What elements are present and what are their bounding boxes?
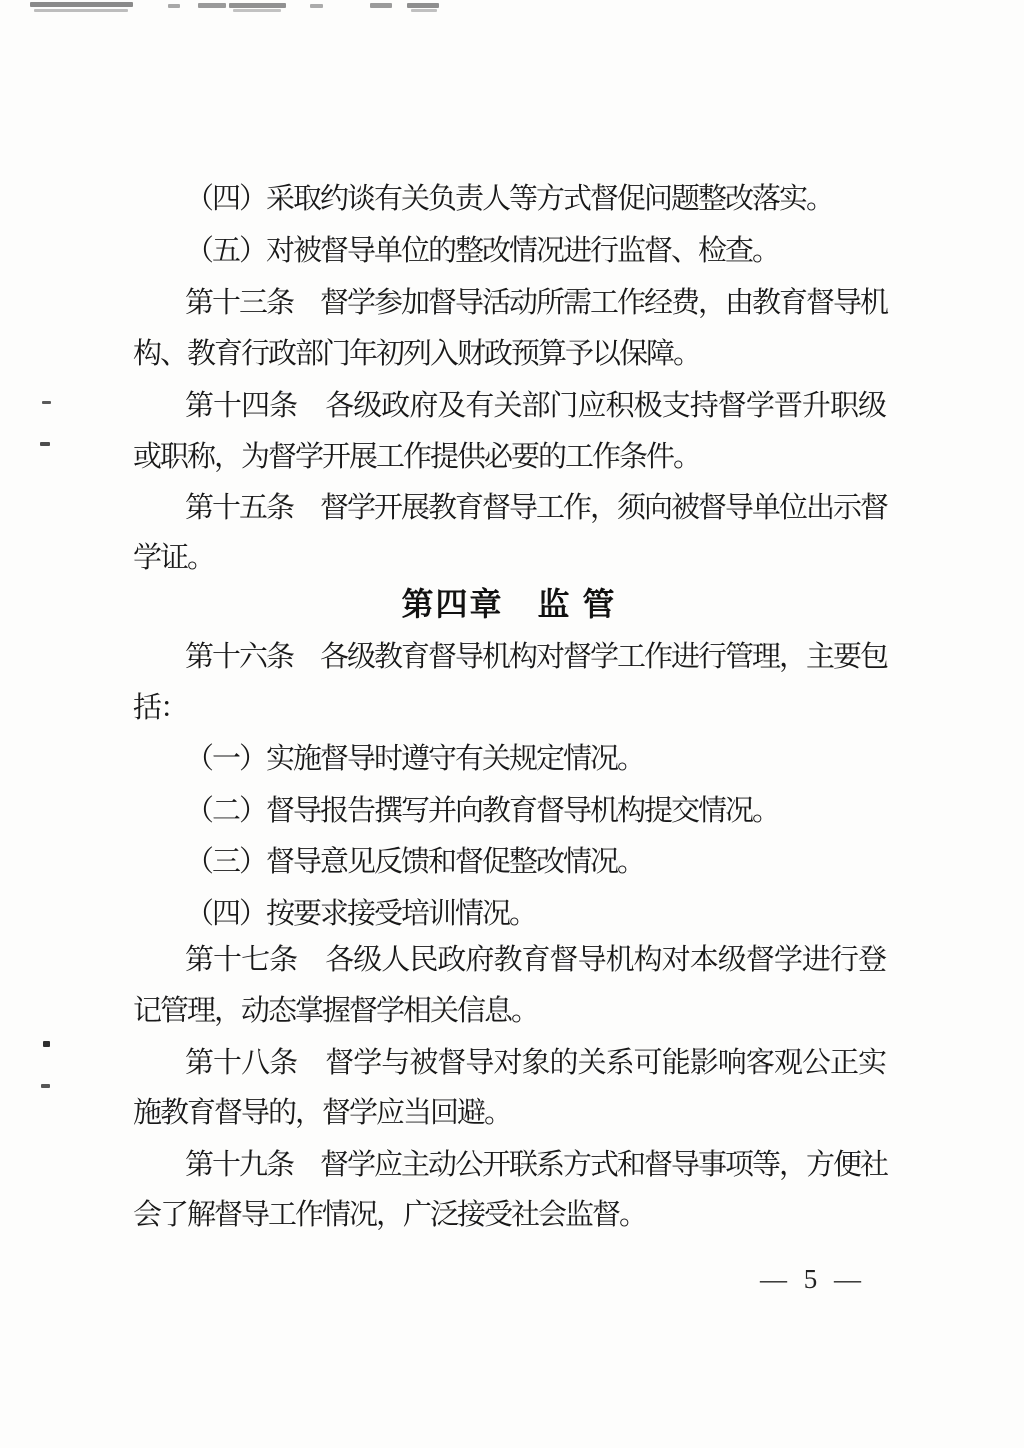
body-line-article14-cont: 或职称，为督学开展工作提供必要的工作条件。 (133, 441, 701, 473)
scan-artifact (407, 3, 439, 8)
scan-artifact (198, 3, 226, 8)
chapter-heading: 第四章 监 管 (401, 586, 617, 622)
scan-artifact (168, 4, 180, 8)
scan-artifact (411, 9, 437, 12)
body-line-article13-cont: 构、教育行政部门年初列入财政预算予以保障。 (133, 338, 701, 370)
scan-artifact (40, 442, 50, 446)
scan-artifact (41, 1084, 50, 1088)
body-line-article16-item4: （四）按要求接受培训情况。 (185, 898, 537, 930)
scan-artifact (229, 3, 286, 8)
body-line-article15-cont: 学证。 (133, 542, 215, 574)
scan-artifact (370, 3, 392, 8)
body-line-article18-start: 第十八条 督学与被督导对象的关系可能影响客观公正实 (185, 1047, 885, 1079)
body-line-article16-item2: （二）督导报告撰写并向教育督导机构提交情况。 (185, 795, 780, 827)
body-line-article15-start: 第十五条 督学开展教育督导工作，须向被督导单位出示督 (185, 492, 888, 524)
page-number: — 5 — (760, 1264, 866, 1294)
body-line-article17-cont: 记管理，动态掌握督学相关信息。 (133, 995, 539, 1027)
body-line-article16-item1: （一）实施督导时遵守有关规定情况。 (185, 743, 645, 775)
scan-artifact (43, 1041, 50, 1047)
body-line-article19-cont: 会了解督导工作情况，广泛接受社会监督。 (133, 1199, 647, 1231)
body-line-article18-cont: 施教育督导的，督学应当回避。 (133, 1097, 512, 1129)
body-line-article16-item3: （三）督导意见反馈和督促整改情况。 (185, 846, 645, 878)
scan-artifact (42, 401, 51, 404)
scan-artifact (30, 2, 133, 7)
body-line-article19-start: 第十九条 督学应主动公开联系方式和督导事项等，方便社 (185, 1149, 888, 1181)
body-line-item4-prev-article: （四）采取约谈有关负责人等方式督促问题整改落实。 (185, 183, 834, 215)
scan-artifact (310, 4, 323, 8)
scan-artifact (233, 9, 281, 12)
body-line-article16-start: 第十六条 各级教育督导机构对督学工作进行管理，主要包 (185, 641, 888, 673)
body-line-article16-cont: 括： (133, 692, 188, 724)
body-line-article14-start: 第十四条 各级政府及有关部门应积极支持督学晋升职级 (185, 390, 885, 422)
body-line-item5-prev-article: （五）对被督导单位的整改情况进行监督、检查。 (185, 235, 780, 267)
body-line-article17-start: 第十七条 各级人民政府教育督导机构对本级督学进行登 (185, 944, 885, 976)
body-line-article13-start: 第十三条 督学参加督导活动所需工作经费，由教育督导机 (185, 287, 888, 319)
scan-artifact (34, 9, 128, 12)
